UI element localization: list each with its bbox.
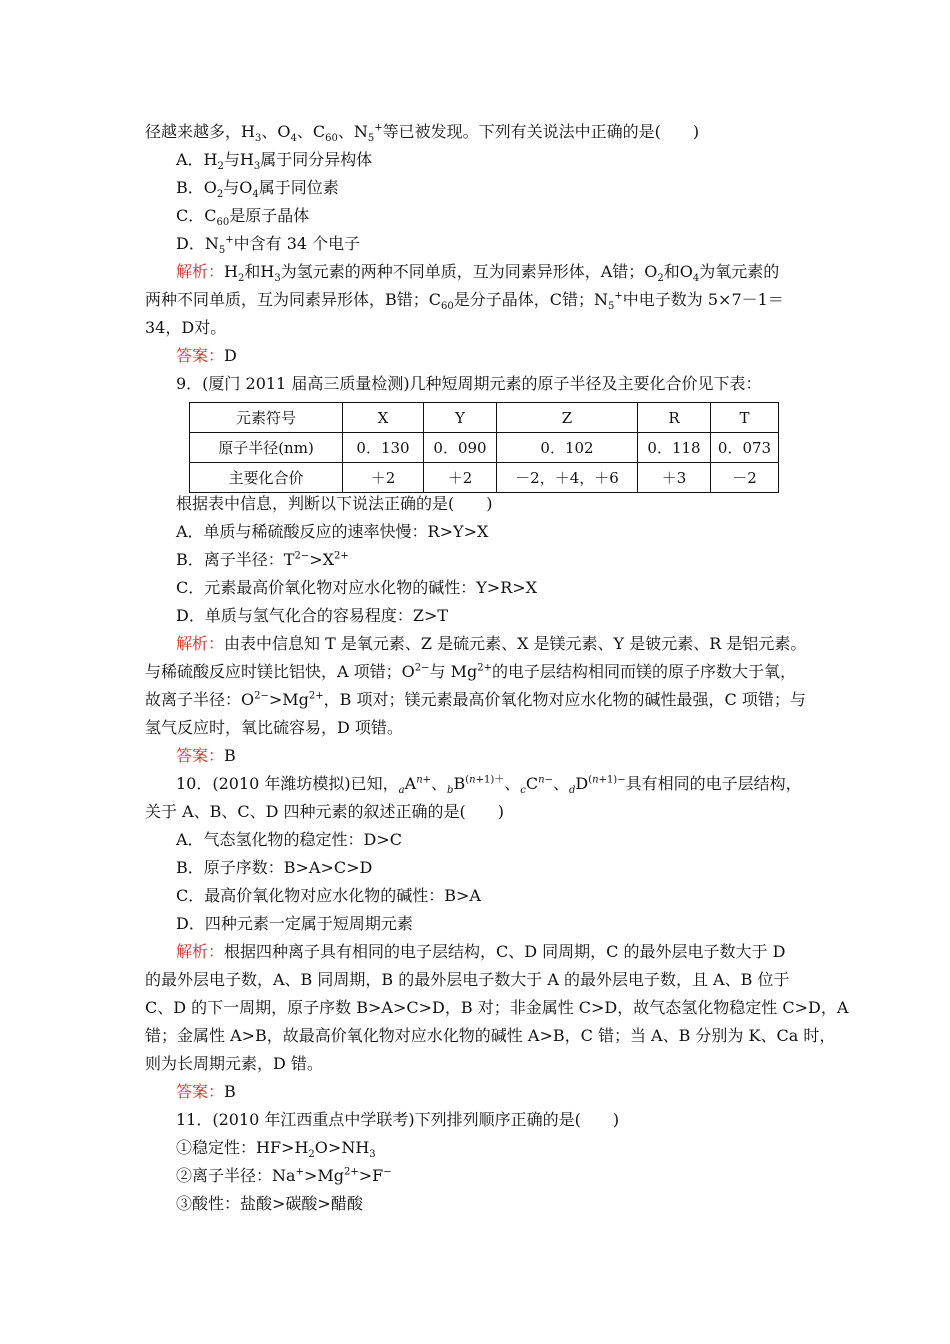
q9-option-a: A．单质与稀硫酸反应的速率快慢：R>Y>X — [176, 522, 489, 541]
q8-analysis-line-2: 两种不同单质，互为同素异形体，B错；$C_{60}$是分子晶体，C错；$N_5^+$中电子数为 5×7－1＝ — [145, 290, 784, 313]
table-header-row — [190, 403, 779, 433]
q8-analysis-line-1: 解析：$H_2$和$H_3$为氢元素的两种不同单质，互为同素异形体，A错；$O_2$和$O_4$为氧元素的 — [176, 262, 780, 285]
q9-analysis-line-4: 氢气反应时，氧比硫容易，D 项错。 — [145, 718, 403, 737]
answer-label: 答案： — [176, 346, 225, 365]
q8-option-d: D．$N_5^+$中含有 34 个电子 — [176, 234, 361, 257]
table-cell: 0．090 — [424, 433, 497, 463]
table-cell: ＋3 — [638, 463, 711, 493]
q10-option-a: A．气态氢化物的稳定性：D>C — [176, 830, 403, 849]
table-cell: 0．102 — [497, 433, 638, 463]
table-header-cell: T — [711, 403, 779, 433]
table-cell: 0．073 — [711, 433, 779, 463]
q11-item-3: ③酸性：盐酸>碳酸>醋酸 — [176, 1194, 363, 1213]
q8-option-b: B．$O_2$与$O_4$属于同位素 — [176, 178, 339, 201]
q8-analysis-line-3: 34，D对。 — [145, 318, 227, 337]
table-header-cell: 元素符号 — [190, 403, 343, 433]
q11-item-1: ①稳定性：$HF>H_2O>NH_3$ — [176, 1138, 376, 1161]
q10-analysis-line-4: 错；金属性 A>B，故最高价氧化物对应水化物的碱性 A>B，C 错；当 A、B 分别为 K、Ca 时， — [145, 1026, 836, 1045]
analysis-label: 解析： — [176, 634, 225, 653]
table-cell: 0．130 — [343, 433, 424, 463]
table-cell: －2，＋4，＋6 — [497, 463, 638, 493]
answer-label: 答案： — [176, 746, 225, 765]
q9-stem: 9．(厦门 2011 届高三质量检测)几种短周期元素的原子半径及主要化合价见下表： — [176, 374, 762, 393]
table-header-cell: R — [638, 403, 711, 433]
answer-label: 答案： — [176, 1082, 225, 1101]
q9-analysis-line-2: 与稀硫酸反应时镁比铝快，A 项错；$O^{2-}$与 $Mg^{2+}$的电子层结构相同而镁的原子序数大于氧， — [145, 662, 796, 681]
element-property-table — [189, 402, 779, 493]
q9-option-d: D．单质与氢气化合的容易程度：Z>T — [176, 606, 449, 625]
table-cell: 0．118 — [638, 433, 711, 463]
q9-prompt: 根据表中信息，判断以下说法正确的是( ) — [176, 494, 493, 513]
analysis-label: 解析： — [176, 942, 225, 961]
q9-option-c: C．元素最高价氧化物对应水化物的碱性：Y>R>X — [176, 578, 538, 597]
q8-option-c: C．$C_{60}$是原子晶体 — [176, 206, 310, 229]
q10-analysis-line-3: C、D 的下一周期，原子序数 B>A>C>D，B 对；非金属性 C>D，故气态氢化物稳定性 C>D，A — [145, 998, 849, 1017]
q10-option-c: C．最高价氧化物对应水化物的碱性：B>A — [176, 886, 481, 905]
q8-stem-end: 径越来越多，$H_3$、$O_4$、$C_{60}$、$N_5^+$等已被发现。下列有关说法中正确的是( ) — [145, 122, 700, 145]
table-row — [190, 463, 779, 493]
table-cell: 主要化合价 — [190, 463, 343, 493]
q10-analysis-line-1: 解析：根据四种离子具有相同的电子层结构，C、D 同周期，C 的最外层电子数大于 D — [176, 942, 786, 961]
table-header-cell: X — [343, 403, 424, 433]
q9-analysis-line-3: 故离子半径：$O^{2-}>Mg^{2+}$，B 项对；镁元素最高价氧化物对应水化物的碱性最强，C 项错；与 — [145, 690, 806, 709]
table-row — [190, 433, 779, 463]
table-header-cell: Y — [424, 403, 497, 433]
q9-analysis-line-1: 解析：由表中信息知 T 是氧元素、Z 是硫元素、X 是镁元素、Y 是铍元素、R 是铝元素。 — [176, 634, 807, 653]
q8-answer: 答案：D — [176, 346, 237, 365]
q9-answer: 答案：B — [176, 746, 236, 765]
table-cell: ＋2 — [343, 463, 424, 493]
q10-stem-line-2: 关于 A、B、C、D 四种元素的叙述正确的是( ) — [145, 802, 505, 821]
table-cell: 原子半径(nm) — [190, 433, 343, 463]
q10-option-b: B．原子序数：B>A>C>D — [176, 858, 373, 877]
q9-option-b: B．离子半径：$T^{2-}>X^{2+}$ — [176, 550, 349, 569]
table-cell: ＋2 — [424, 463, 497, 493]
analysis-label: 解析： — [176, 262, 225, 281]
q10-analysis-line-5: 则为长周期元素，D 错。 — [145, 1054, 323, 1073]
q11-stem: 11．(2010 年江西重点中学联考)下列排列顺序正确的是( ) — [176, 1110, 620, 1129]
q10-analysis-line-2: 的最外层电子数，A、B 同周期，B 的最外层电子数大于 A 的最外层电子数，且 A、B 位于 — [145, 970, 790, 989]
table-cell: －2 — [711, 463, 779, 493]
q8-option-a: A．$H_2$与$H_3$属于同分异构体 — [176, 150, 373, 173]
q11-item-2: ②离子半径：$Na^+>Mg^{2+}>F^-$ — [176, 1166, 392, 1185]
table-header-cell: Z — [497, 403, 638, 433]
q10-answer: 答案：B — [176, 1082, 236, 1101]
q10-stem-line-1: 10．(2010 年潍坊模拟)已知，$_aA^{n+}$、$_bB^{(n+1)+}$、$_cC^{n-}$、$_dD^{(n+1)-}$具有相同的电子层结构， — [176, 774, 802, 797]
q10-option-d: D．四种元素一定属于短周期元素 — [176, 914, 413, 933]
